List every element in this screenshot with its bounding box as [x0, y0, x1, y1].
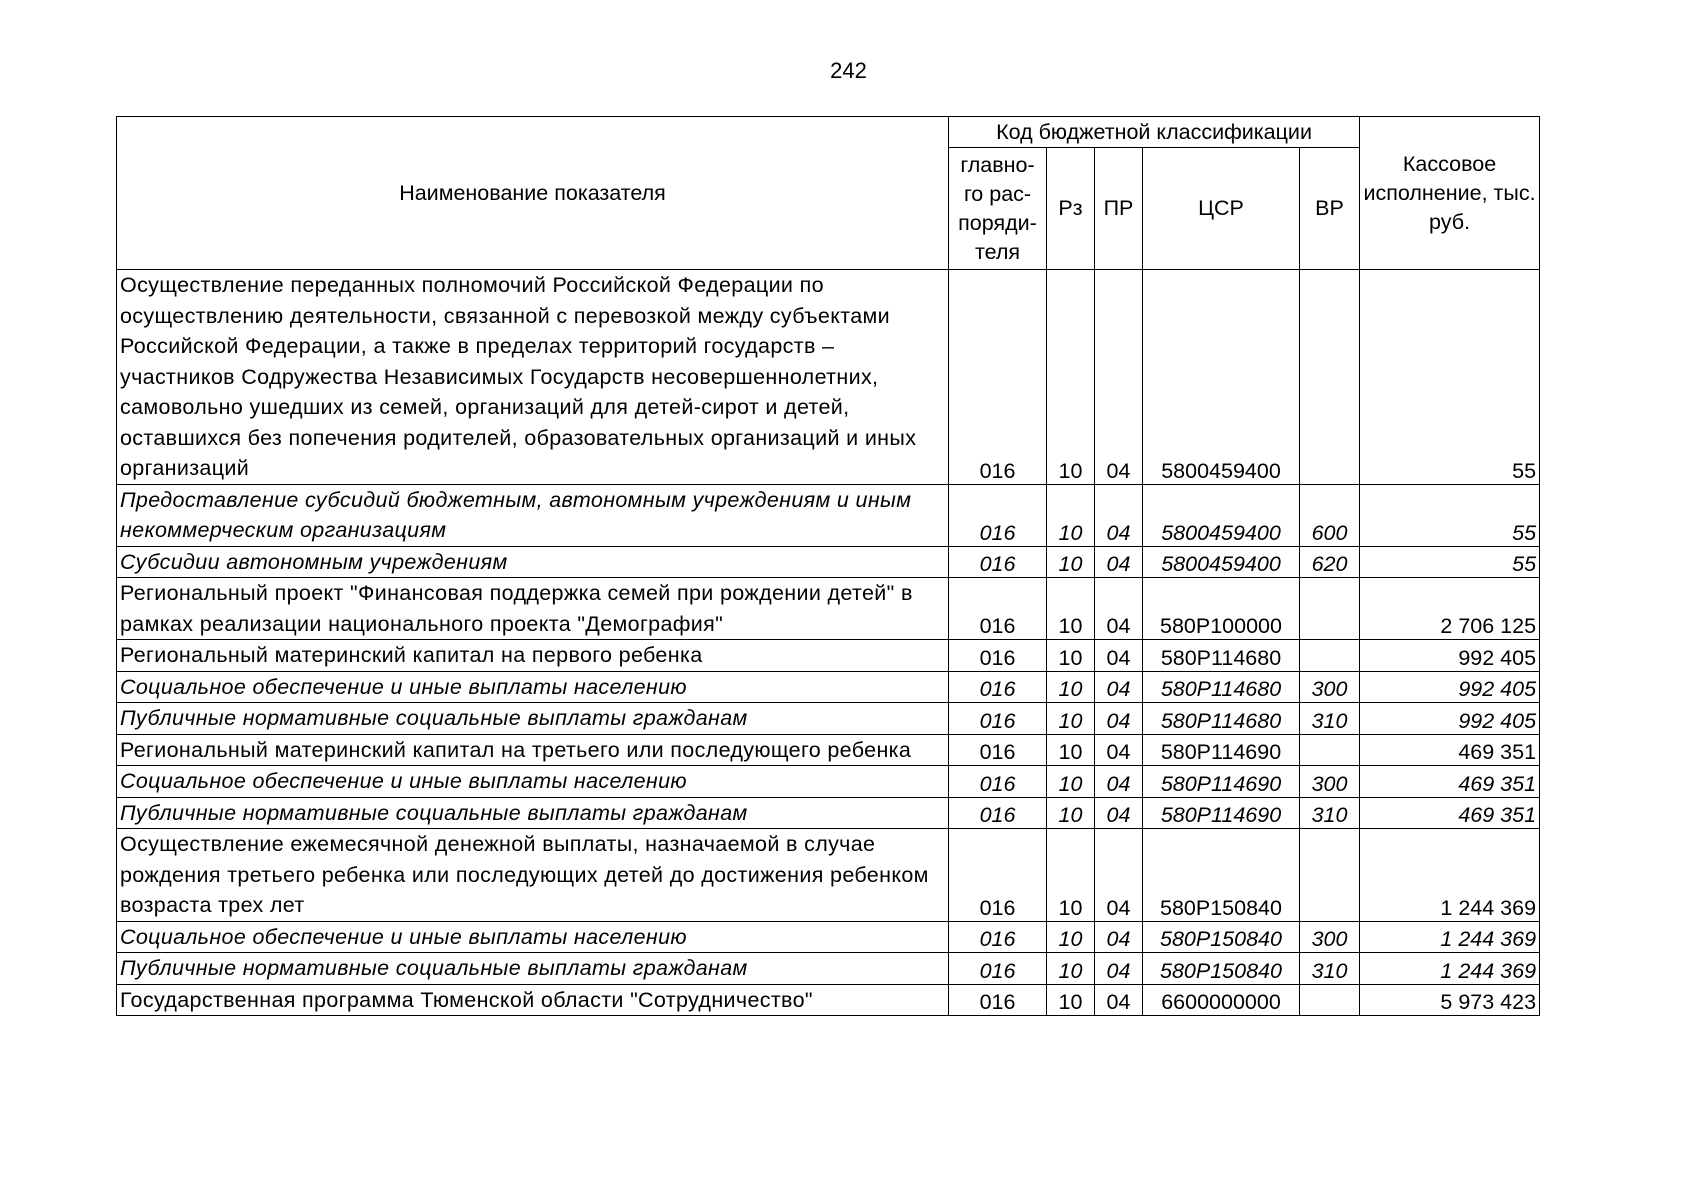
row-csr: 580P100000	[1143, 578, 1300, 640]
row-vr: 600	[1300, 484, 1360, 546]
row-pr: 04	[1095, 921, 1143, 953]
table-row	[117, 578, 1540, 640]
row-pr: 04	[1095, 829, 1143, 922]
table-row	[117, 640, 1540, 672]
row-name: Региональный материнский капитал на первого ребенка	[117, 640, 949, 672]
row-vr: 300	[1300, 766, 1360, 798]
row-admin-code: 016	[949, 984, 1047, 1016]
row-amount: 2 706 125	[1360, 578, 1540, 640]
row-vr	[1300, 734, 1360, 766]
header-vr: ВР	[1300, 148, 1360, 270]
row-amount: 469 351	[1360, 797, 1540, 829]
header-budget-code-group: Код бюджетной классификации	[949, 117, 1360, 148]
table-row	[117, 766, 1540, 798]
row-vr	[1300, 270, 1360, 485]
row-amount: 55	[1360, 484, 1540, 546]
row-csr: 580P114680	[1143, 671, 1300, 703]
row-rz: 10	[1047, 953, 1095, 985]
table-row	[117, 921, 1540, 953]
row-amount: 1 244 369	[1360, 829, 1540, 922]
table-row	[117, 270, 1540, 485]
row-admin-code: 016	[949, 797, 1047, 829]
row-amount: 992 405	[1360, 703, 1540, 735]
page-number: 242	[830, 58, 867, 83]
row-vr	[1300, 640, 1360, 672]
row-vr	[1300, 829, 1360, 922]
row-csr: 580P114690	[1143, 734, 1300, 766]
row-vr: 620	[1300, 546, 1360, 578]
table-row	[117, 984, 1540, 1016]
row-csr: 580P150840	[1143, 921, 1300, 953]
row-amount: 55	[1360, 270, 1540, 485]
row-admin-code: 016	[949, 270, 1047, 485]
row-vr: 310	[1300, 953, 1360, 985]
row-vr: 310	[1300, 797, 1360, 829]
row-admin-code: 016	[949, 703, 1047, 735]
table-row	[117, 703, 1540, 735]
row-amount: 469 351	[1360, 734, 1540, 766]
row-rz: 10	[1047, 546, 1095, 578]
table-body	[117, 270, 1540, 1016]
row-csr: 6600000000	[1143, 984, 1300, 1016]
row-rz: 10	[1047, 484, 1095, 546]
row-name: Социальное обеспечение и иные выплаты населению	[117, 671, 949, 703]
row-rz: 10	[1047, 766, 1095, 798]
table-row	[117, 829, 1540, 922]
row-amount: 469 351	[1360, 766, 1540, 798]
budget-table	[116, 116, 1540, 1016]
row-name: Региональный материнский капитал на третьего или последующего ребенка	[117, 734, 949, 766]
row-rz: 10	[1047, 671, 1095, 703]
row-amount: 992 405	[1360, 671, 1540, 703]
row-rz: 10	[1047, 703, 1095, 735]
row-pr: 04	[1095, 734, 1143, 766]
header-rz: Рз	[1047, 148, 1095, 270]
row-rz: 10	[1047, 578, 1095, 640]
row-name: Региональный проект "Финансовая поддержка семей при рождении детей" в рамках реализации национального проекта "Демография"	[117, 578, 949, 640]
table-row	[117, 797, 1540, 829]
row-admin-code: 016	[949, 640, 1047, 672]
row-admin-code: 016	[949, 546, 1047, 578]
row-rz: 10	[1047, 797, 1095, 829]
row-admin-code: 016	[949, 766, 1047, 798]
row-amount: 1 244 369	[1360, 921, 1540, 953]
table-row	[117, 546, 1540, 578]
header-amount: Кассовое исполнение, тыс. руб.	[1360, 117, 1540, 270]
table-header	[117, 117, 1540, 270]
row-rz: 10	[1047, 829, 1095, 922]
header-pr: ПР	[1095, 148, 1143, 270]
table-row	[117, 953, 1540, 985]
table-row	[117, 484, 1540, 546]
row-name: Публичные нормативные социальные выплаты гражданам	[117, 953, 949, 985]
row-name: Публичные нормативные социальные выплаты гражданам	[117, 703, 949, 735]
row-rz: 10	[1047, 640, 1095, 672]
row-name: Социальное обеспечение и иные выплаты населению	[117, 921, 949, 953]
header-csr: ЦСР	[1143, 148, 1300, 270]
row-csr: 580P150840	[1143, 829, 1300, 922]
row-name: Социальное обеспечение и иные выплаты населению	[117, 766, 949, 798]
row-amount: 992 405	[1360, 640, 1540, 672]
row-rz: 10	[1047, 734, 1095, 766]
row-admin-code: 016	[949, 578, 1047, 640]
row-admin-code: 016	[949, 734, 1047, 766]
row-admin-code: 016	[949, 921, 1047, 953]
header-chief-admin: главно-го рас-поряди-теля	[949, 148, 1047, 270]
row-csr: 5800459400	[1143, 484, 1300, 546]
row-name: Осуществление переданных полномочий Российской Федерации по осуществлению деятельности, связанной с перевозкой между субъектами Российской Федерации, а также в пределах территорий государств – участников Содружества Независимых Государств несовершеннолетних, самовольно ушедших из семей, организаций для детей-сирот и детей, оставшихся без попечения родителей, образовательных организаций и иных организаций	[117, 270, 949, 485]
row-name: Государственная программа Тюменской области "Сотрудничество"	[117, 984, 949, 1016]
row-pr: 04	[1095, 484, 1143, 546]
row-admin-code: 016	[949, 671, 1047, 703]
row-pr: 04	[1095, 797, 1143, 829]
row-vr	[1300, 984, 1360, 1016]
row-pr: 04	[1095, 766, 1143, 798]
row-amount: 5 973 423	[1360, 984, 1540, 1016]
row-pr: 04	[1095, 578, 1143, 640]
row-csr: 580P114690	[1143, 797, 1300, 829]
row-vr: 310	[1300, 703, 1360, 735]
row-vr: 300	[1300, 671, 1360, 703]
row-vr	[1300, 578, 1360, 640]
row-amount: 55	[1360, 546, 1540, 578]
row-pr: 04	[1095, 270, 1143, 485]
row-csr: 5800459400	[1143, 270, 1300, 485]
row-name: Осуществление ежемесячной денежной выплаты, назначаемой в случае рождения третьего ребенка или последующих детей до достижения ребенком возраста трех лет	[117, 829, 949, 922]
row-name: Предоставление субсидий бюджетным, автономным учреждениям и иным некоммерческим организациям	[117, 484, 949, 546]
row-csr: 580P114690	[1143, 766, 1300, 798]
row-name: Субсидии автономным учреждениям	[117, 546, 949, 578]
table-row	[117, 671, 1540, 703]
row-pr: 04	[1095, 640, 1143, 672]
row-pr: 04	[1095, 546, 1143, 578]
row-csr: 580P114680	[1143, 703, 1300, 735]
row-admin-code: 016	[949, 829, 1047, 922]
row-name: Публичные нормативные социальные выплаты гражданам	[117, 797, 949, 829]
row-pr: 04	[1095, 953, 1143, 985]
row-rz: 10	[1047, 921, 1095, 953]
row-rz: 10	[1047, 984, 1095, 1016]
row-csr: 580P114680	[1143, 640, 1300, 672]
table-row	[117, 734, 1540, 766]
row-rz: 10	[1047, 270, 1095, 485]
header-name: Наименование показателя	[117, 117, 949, 270]
row-admin-code: 016	[949, 484, 1047, 546]
row-csr: 580P150840	[1143, 953, 1300, 985]
row-vr: 300	[1300, 921, 1360, 953]
row-csr: 5800459400	[1143, 546, 1300, 578]
row-pr: 04	[1095, 703, 1143, 735]
row-pr: 04	[1095, 984, 1143, 1016]
row-pr: 04	[1095, 671, 1143, 703]
row-admin-code: 016	[949, 953, 1047, 985]
row-amount: 1 244 369	[1360, 953, 1540, 985]
